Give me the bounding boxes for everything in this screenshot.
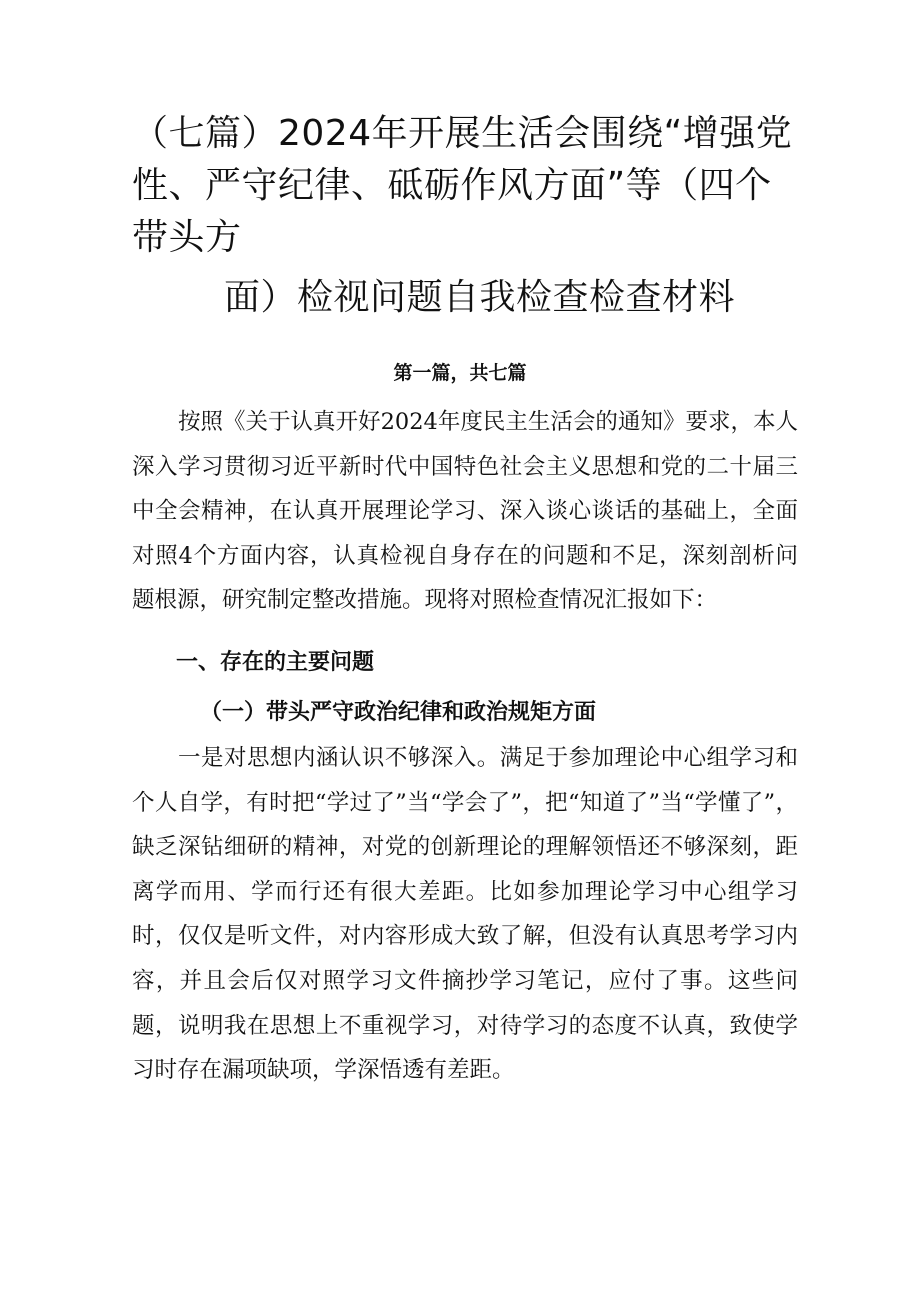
title-line-1: （七篇）2024年开展生活会围绕“增强党性、严守纪律、砥砺作风方面”等（四个带头方 bbox=[132, 113, 793, 258]
document-subtitle: 第一篇，共七篇 bbox=[393, 362, 527, 384]
subsection-heading: （一）带头严守政治纪律和政治规矩方面 bbox=[200, 699, 597, 725]
point-paragraph: 一是对思想内涵认识不够深入。满足于参加理论中心组学习和个人自学，有时把“学过了”当“学会了”，把“知道了”当“学懂了”，缺乏深钻细研的精神，对党的创新理论的理解领悟还不够深刻，距离学而用、学而行还有很大差距。比如参加理论学习中心组学习时，仅仅是听文件，对内容形成大致了解，但没有认真思考学习内容，并且会后仅对照学习文件摘抄学习笔记，应付了事。这些问题，说明我在思想上不重视学习，对待学习的态度不认真，致使学习时存在漏项缺项，学深悟透有差距。 bbox=[132, 745, 798, 1084]
intro-paragraph: 按照《关于认真开好2024年度民主生活会的通知》要求，本人深入学习贯彻习近平新时代中国特色社会主义思想和党的二十届三中全会精神，在认真开展理论学习、深入谈心谈话的基础上，全面对照4个方面内容，认真检视自身存在的问题和不足，深刻剖析问题根源，研究制定整改措施。现将对照检查情况汇报如下： bbox=[132, 409, 798, 614]
title-line-2: 面）检视问题自我检查检查材料 bbox=[224, 277, 736, 318]
section-heading: 一、存在的主要问题 bbox=[176, 650, 375, 675]
document-title bbox=[132, 108, 800, 324]
